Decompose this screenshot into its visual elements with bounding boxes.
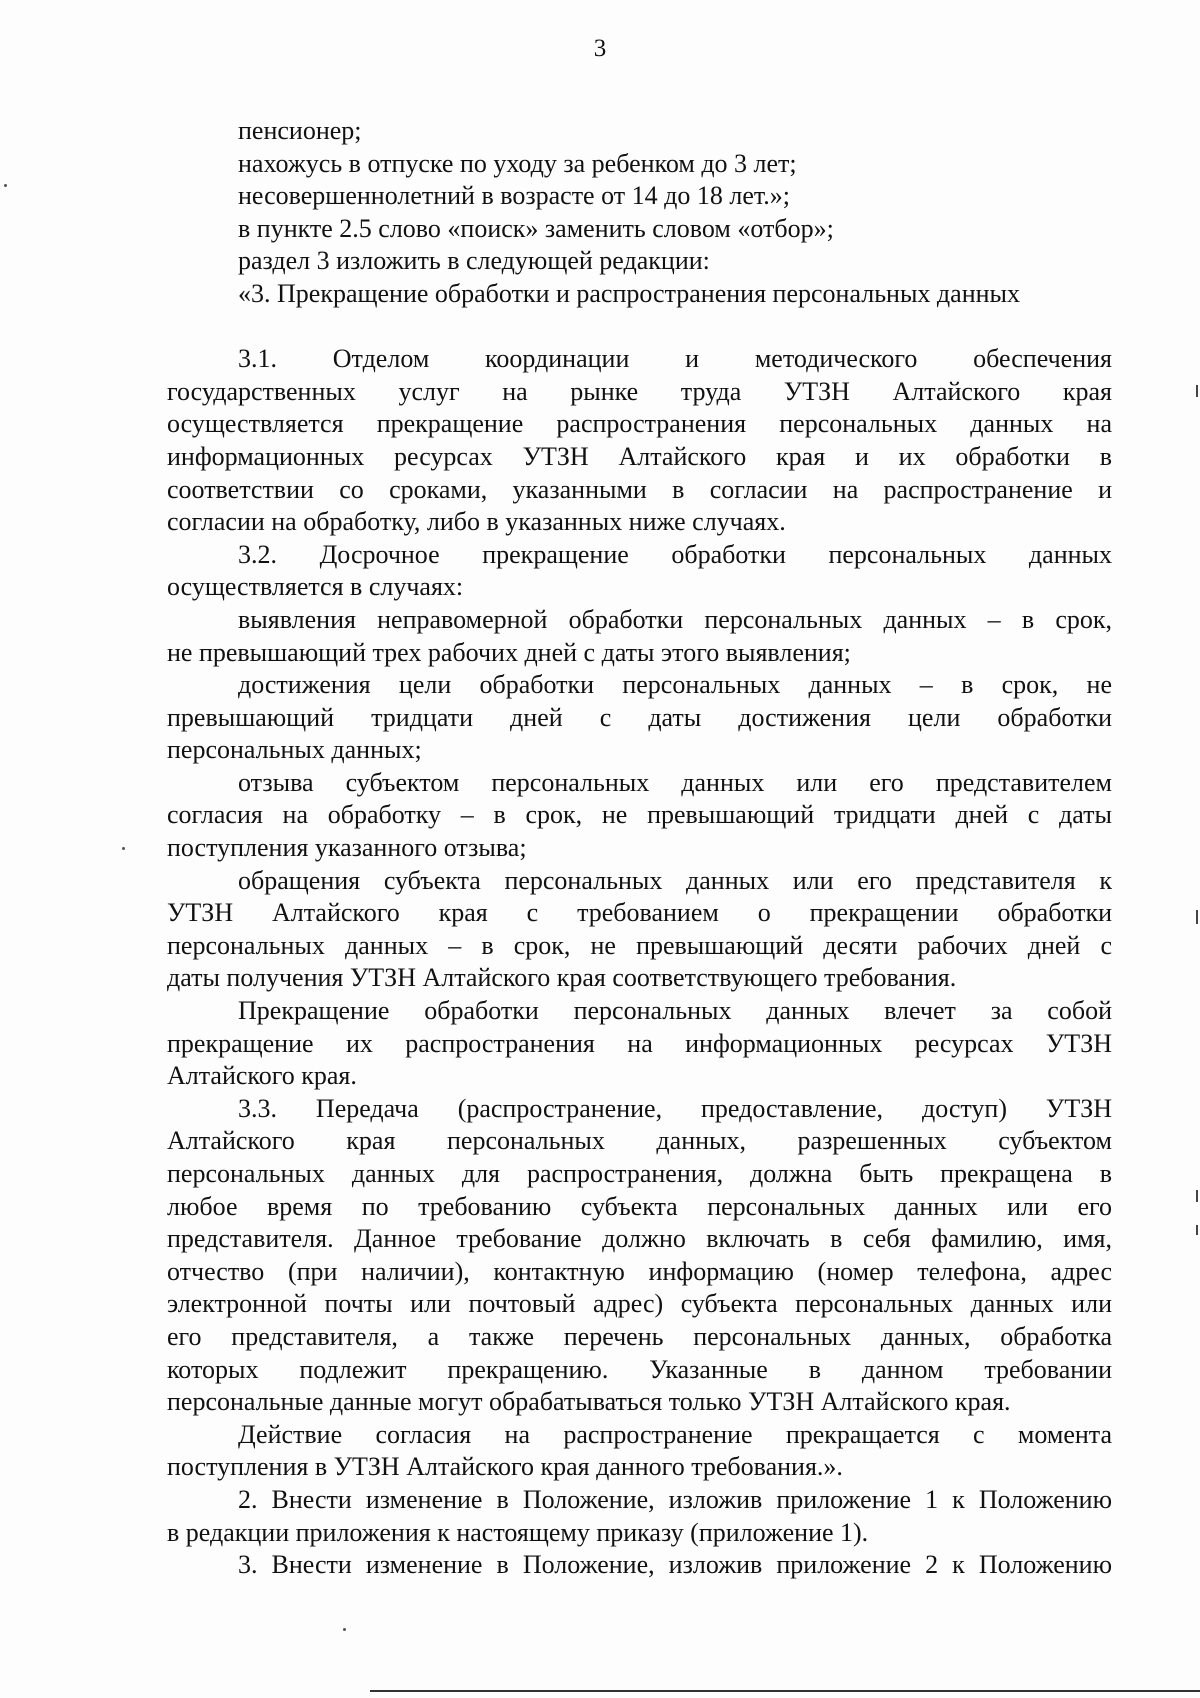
text-line: в пункте 2.5 слово «поиск» заменить словом «отбор»;	[238, 213, 834, 243]
text-line: раздел 3 изложить в следующей редакции:	[238, 246, 710, 276]
scan-speck	[343, 1628, 346, 1631]
text-line: персональные данные могут обрабатываться только УТЗН Алтайского края.	[167, 1387, 1011, 1417]
text-line: пенсионер;	[238, 116, 362, 145]
text-line: УТЗН Алтайского края с требованием о прекращении обработки	[167, 898, 1112, 928]
text-line: превышающий тридцати дней с даты достижения цели обработки	[167, 702, 1112, 732]
text-line: согласия на обработку – в срок, не превышающий тридцати дней с даты	[167, 800, 1112, 830]
text-line: отзыва субъектом персональных данных или его представителем	[238, 767, 1112, 797]
text-line: любое время по требованию субъекта персональных данных или его	[167, 1191, 1112, 1221]
text-line: Алтайского края персональных данных, разрешенных субъектом	[167, 1126, 1112, 1156]
scan-bottom-edge	[370, 1690, 1200, 1692]
text-line: не превышающий трех рабочих дней с даты этого выявления;	[167, 637, 851, 667]
text-line: персональных данных для распространения, должна быть прекращена в	[167, 1159, 1112, 1188]
scan-edge-mark	[1196, 910, 1198, 924]
text-line: 3. Внести изменение в Положение, изложив приложение 2 к Положению	[238, 1550, 1112, 1580]
page-number: 3	[593, 35, 607, 62]
text-line: «3. Прекращение обработки и распространения персональных данных	[238, 278, 1020, 308]
scan-edge-mark	[1196, 1225, 1198, 1235]
text-line: согласии на обработку, либо в указанных ниже случаях.	[167, 507, 786, 537]
text-line: 3.3. Передача (распространение, предоставление, доступ) УТЗН	[238, 1093, 1112, 1123]
text-line: выявления неправомерной обработки персональных данных – в срок,	[238, 604, 1112, 634]
text-line: нахожусь в отпуске по уходу за ребенком до 3 лет;	[238, 148, 797, 178]
text-line: персональных данных;	[167, 735, 422, 765]
text-line: его представителя, а также перечень персональных данных, обработка	[167, 1321, 1112, 1351]
text-line: поступления в УТЗН Алтайского края данного требования.».	[167, 1452, 843, 1482]
text-line: обращения субъекта персональных данных или его представителя к	[238, 865, 1112, 895]
text-line: электронной почты или почтовый адрес) субъекта персональных данных или	[167, 1289, 1112, 1319]
text-line: Алтайского края.	[167, 1061, 357, 1091]
scan-edge-mark	[1196, 1190, 1198, 1202]
text-line: государственных услуг на рынке труда УТЗН Алтайского края	[167, 376, 1112, 406]
text-line: которых подлежит прекращению. Указанные в данном требовании	[167, 1354, 1112, 1384]
text-line: Прекращение обработки персональных данных влечет за собой	[238, 996, 1112, 1026]
text-line: осуществляется в случаях:	[167, 572, 464, 602]
text-line: соответствии со сроками, указанными в согласии на распространение и	[167, 474, 1112, 504]
text-line: 2. Внести изменение в Положение, изложив приложение 1 к Положению	[238, 1484, 1112, 1514]
scan-speck	[4, 184, 7, 187]
paragraph-gap	[167, 311, 1112, 344]
text-line: персональных данных – в срок, не превышающий десяти рабочих дней с	[167, 930, 1112, 960]
text-line: поступления указанного отзыва;	[167, 833, 527, 863]
text-line: достижения цели обработки персональных данных – в срок, не	[238, 670, 1112, 700]
text-line: отчество (при наличии), контактную информацию (номер телефона, адрес	[167, 1256, 1112, 1286]
text-line: информационных ресурсах УТЗН Алтайского края и их обработки в	[167, 441, 1112, 471]
text-line: 3.2. Досрочное прекращение обработки персональных данных	[238, 539, 1112, 569]
text-line: представителя. Данное требование должно включать в себя фамилию, имя,	[167, 1224, 1112, 1254]
document-body	[167, 115, 1112, 1582]
text-line: несовершеннолетний в возрасте от 14 до 18 лет.»;	[238, 181, 790, 211]
text-line: Действие согласия на распространение прекращается с момента	[238, 1419, 1112, 1449]
scan-speck	[122, 847, 125, 850]
text-line: даты получения УТЗН Алтайского края соответствующего требования.	[167, 963, 957, 993]
text-line: в редакции приложения к настоящему приказу (приложение 1).	[167, 1517, 869, 1547]
scan-edge-mark	[1196, 385, 1198, 397]
text-line: прекращение их распространения на информационных ресурсах УТЗН	[167, 1028, 1112, 1058]
text-line: осуществляется прекращение распространения персональных данных на	[167, 409, 1112, 439]
text-line: 3.1. Отделом координации и методического обеспечения	[238, 344, 1112, 374]
